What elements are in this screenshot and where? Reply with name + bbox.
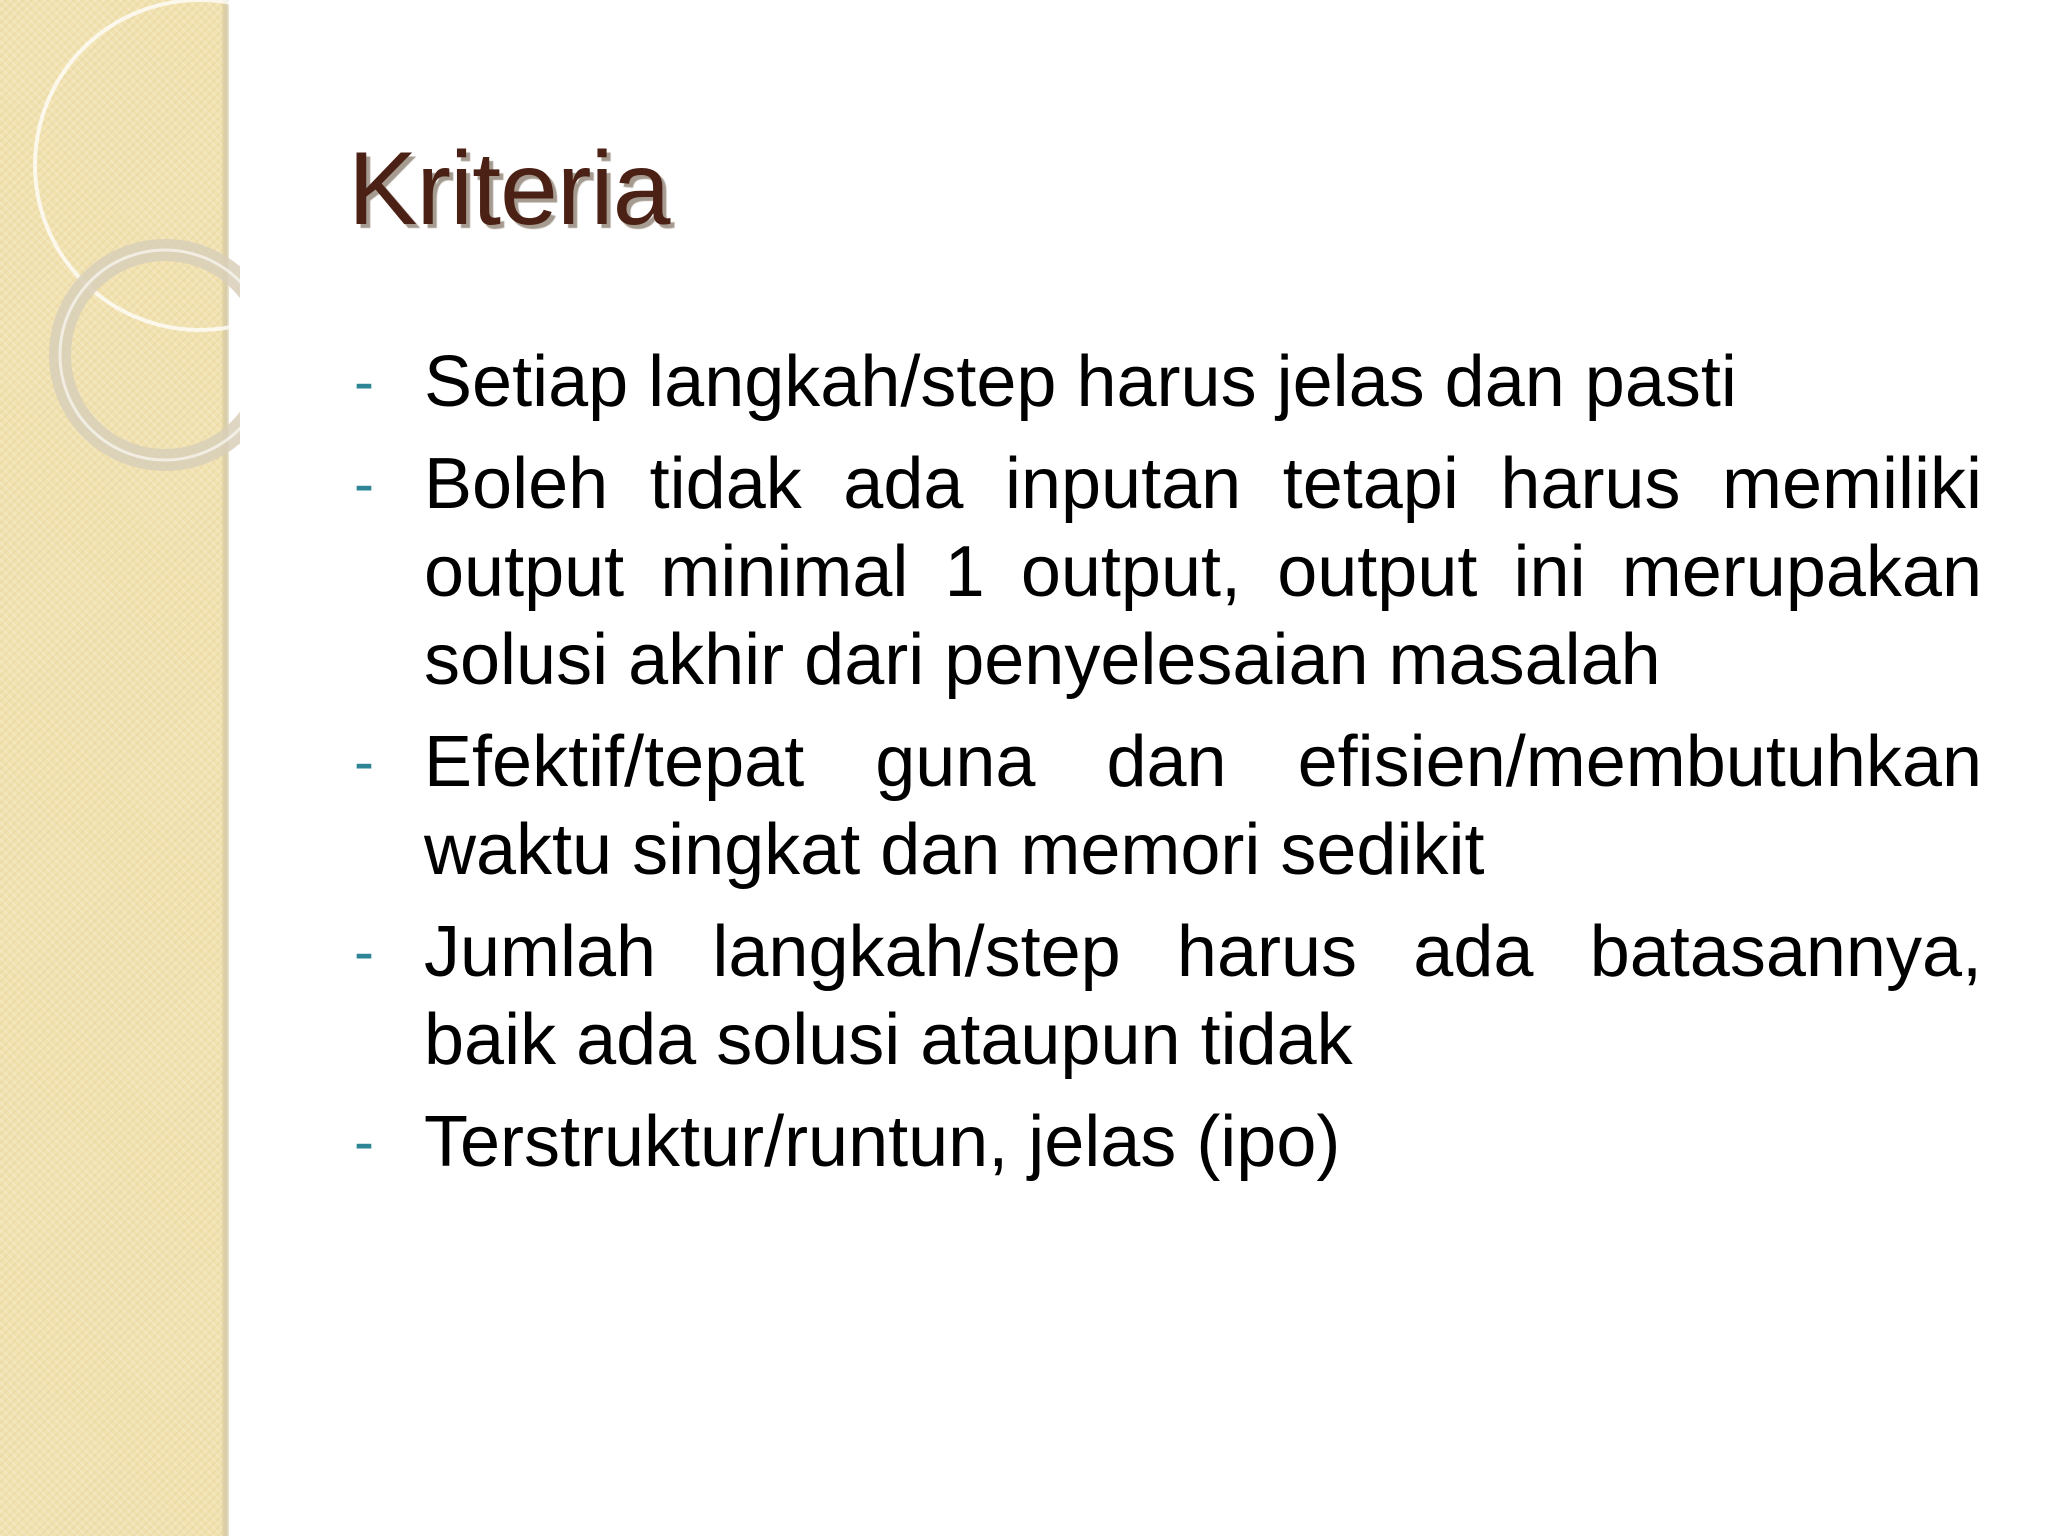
list-item — [354, 718, 1982, 894]
bullet-marker: - — [354, 728, 374, 795]
list-item-text: Setiap langkah/step harus jelas dan pasti — [424, 342, 1737, 422]
list-item-text: Jumlah langkah/step harus ada batasannya, baik ada solusi ataupun tidak — [424, 912, 1982, 1080]
list-item — [354, 1098, 1982, 1186]
criteria-list — [354, 338, 1982, 1200]
list-item — [354, 908, 1982, 1084]
list-item — [354, 440, 1982, 704]
bullet-marker: - — [354, 918, 374, 985]
list-item-text: Boleh tidak ada inputan tetapi harus memiliki output minimal 1 output, output ini merupakan solusi akhir dari penyelesaian masalah — [424, 444, 1982, 700]
decorative-rings — [0, 0, 240, 520]
bullet-marker: - — [354, 348, 374, 415]
bullet-marker: - — [354, 450, 374, 517]
list-item-text: Efektif/tepat guna dan efisien/membutuhkan waktu singkat dan memori sedikit — [424, 722, 1982, 890]
list-item-text: Terstruktur/runtun, jelas (ipo) — [424, 1102, 1341, 1182]
slide-title: Kriteria — [348, 131, 670, 247]
list-item — [354, 338, 1982, 426]
bullet-marker: - — [354, 1108, 374, 1175]
